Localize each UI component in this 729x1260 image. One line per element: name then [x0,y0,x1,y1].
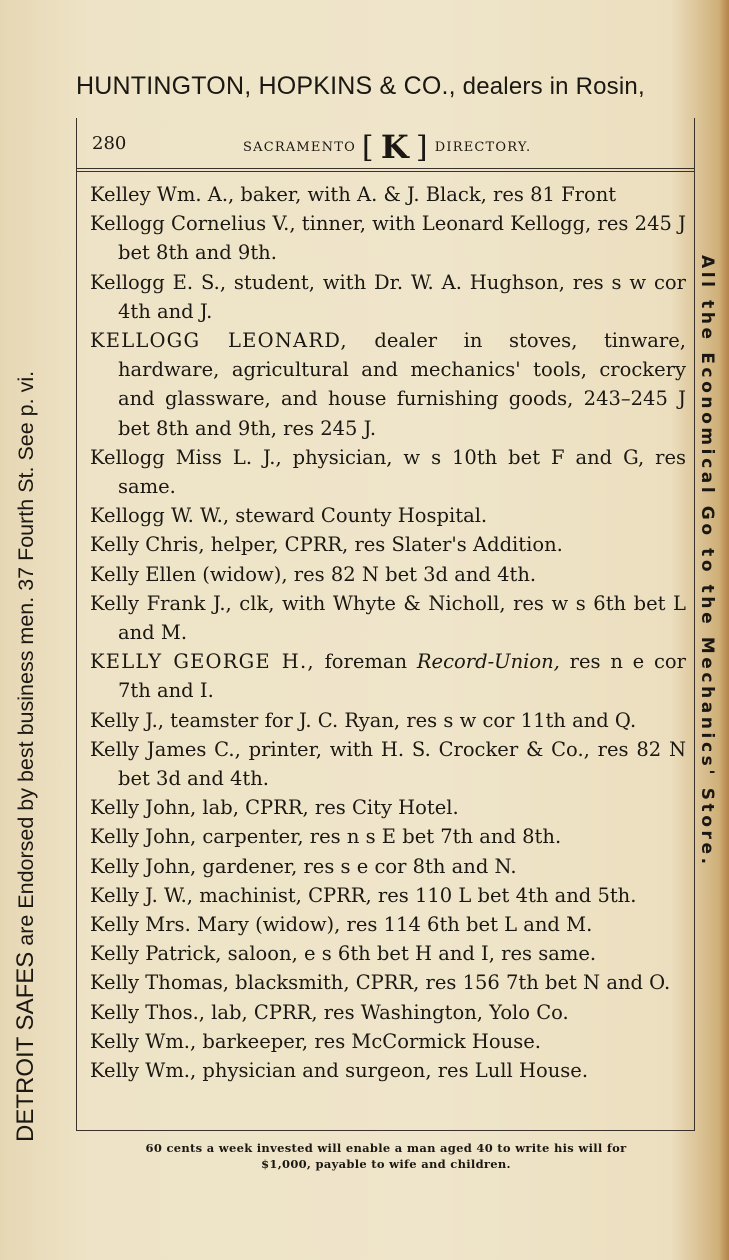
entry-name: Kelly J. W., [90,883,194,907]
top-advert-banner [76,72,706,101]
entry-name: Kellogg E. S., [90,270,227,294]
entry-text: lab, CPRR, res City Hotel. [196,796,459,820]
entry-name: Kelly Thomas, [90,971,229,995]
running-head-left: SACRAMENTO [243,139,356,155]
entry-name: Kelly James C., [90,737,241,761]
entry-name: Kelly Mrs. Mary [90,913,249,937]
entry-text: physician, w s 10th bet F and G, res same. [118,445,686,499]
entry-text: tinner, with Leonard Kellogg, res 245 J bet 8th and 9th. [118,212,686,265]
page-edge-shadow [719,0,729,1260]
directory-entry [90,881,686,910]
entry-name: Kelly Wm., [90,1059,197,1083]
entry-text: gardener, res s e cor 8th and N. [196,854,517,878]
entry-text: physician and surgeon, res Lull House. [196,1059,589,1083]
header-rule [76,168,695,169]
bracket-open: [ [361,129,375,165]
entry-text: teamster for J. C. Ryan, res s w cor 11th and Q. [163,708,637,732]
entry-name: Kelly Thos., [90,1000,205,1024]
bottom-rule [76,1130,695,1131]
header-rule-double [76,171,695,172]
directory-entry [90,560,686,589]
entry-name: Kelly Frank J., [90,591,232,615]
directory-entry [90,706,686,735]
entry-name: Kelly Patrick, [90,942,222,966]
entry-text: baker, with A. & J. Black, res 81 Front [234,183,617,206]
entry-name: Kelly John, [90,796,197,820]
directory-entry [90,589,686,647]
entry-name: Kellogg W. W., [90,504,230,528]
directory-entry [90,647,686,705]
banner-rest: dealers in Rosin, [455,73,645,100]
directory-entries [90,180,686,1085]
entry-name: KELLY GEORGE H., [90,650,315,674]
entry-text: printer, with H. S. Crocker & Co., res 82 N bet 3d and 4th. [118,737,687,791]
directory-entry [90,1027,686,1056]
entry-text: barkeeper, res McCormick House. [196,1029,541,1053]
right-margin-advert: All the Economical Go to the Mechanics' Store. [697,255,717,868]
entry-name: Kellogg Cornelius V., [90,212,296,236]
directory-entry [90,968,686,997]
section-letter: K [380,128,410,166]
left-margin-text: are Endorsed by best business men. 37 Fourth St. See p. vi. [14,370,38,952]
entry-text: blacksmith, CPRR, res 156 7th bet N and O. [228,971,671,995]
directory-entry [90,939,686,968]
left-margin-advert [12,112,40,1142]
entry-text-continued: res n e cor 7th and I. [118,650,686,703]
running-head [243,128,531,166]
directory-entry [90,1056,686,1085]
running-head-right: DIRECTORY. [434,139,532,155]
footer-advert [80,1140,692,1172]
bracket-close: ] [415,129,429,165]
entry-name: KELLOGG LEONARD, [90,329,348,353]
directory-entry [90,268,686,326]
entry-name: Kelly John, [90,854,197,878]
entry-name: Kelly J., [90,708,164,732]
page-number: 280 [92,133,127,154]
footer-line-2: $1,000, payable to wife and children. [261,1157,511,1171]
entry-name: Kelly Ellen [90,562,197,586]
directory-entry [90,910,686,939]
entry-italic-text: Record-Union, [416,650,560,674]
entry-text: foreman [314,650,417,674]
directory-entry [90,998,686,1027]
entry-name: Kelley Wm. A., [90,183,235,206]
entry-text: saloon, e s 6th bet H and I, res same. [221,942,597,966]
entry-text: carpenter, res n s E bet 7th and 8th. [196,825,562,849]
directory-entry [90,852,686,881]
directory-entry [90,501,686,530]
directory-entry [90,793,686,822]
left-margin-safes: DETROIT SAFES [12,951,39,1142]
directory-entry [90,180,686,209]
directory-entry [90,209,686,267]
entry-name: Kelly Chris, [90,533,205,557]
directory-entry [90,326,686,443]
entry-text: clk, with Whyte & Nicholl, res w s 6th bet L and M. [118,591,686,645]
entry-text: (widow), res 114 6th bet L and M. [248,913,593,937]
entry-text: student, with Dr. W. A. Hughson, res s w cor 4th and J. [118,270,686,323]
entry-text: helper, CPRR, res Slater's Addition. [204,533,563,557]
banner-company-name: HUNTINGTON, HOPKINS & CO., [76,72,456,100]
footer-line-1: 60 cents a week invested will enable a man aged 40 to write his will for [145,1141,627,1155]
entry-name: Kelly John, [90,825,197,849]
entry-text: steward County Hospital. [229,504,488,528]
entry-name: Kellogg Miss L. J., [90,445,282,469]
entry-text: machinist, CPRR, res 110 L bet 4th and 5th. [193,883,637,907]
directory-entry [90,530,686,559]
entry-name: Kelly Wm., [90,1029,197,1053]
entry-text: lab, CPRR, res Washington, Yolo Co. [204,1000,569,1024]
entry-text: (widow), res 82 N bet 3d and 4th. [196,562,537,586]
directory-entry [90,822,686,851]
entry-text: dealer in stoves, tinware, hardware, agricultural and mechanics' tools, crockery and glassware, and house furnishing goods, 243–245 J bet 8th and 9th, res 245 J. [118,329,686,440]
directory-entry [90,735,686,793]
directory-entry [90,443,686,501]
